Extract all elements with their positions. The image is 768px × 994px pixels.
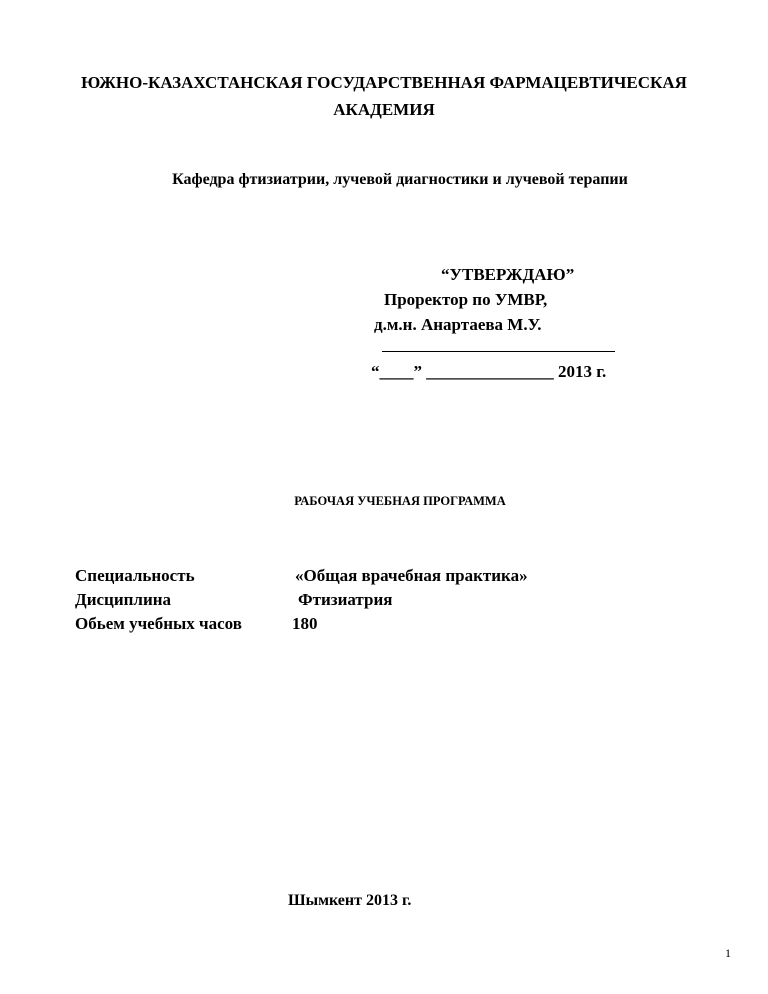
page-number: 1 xyxy=(725,946,731,960)
approver-name: д.м.н. Анартаева М.У. xyxy=(374,315,542,334)
city-year: Шымкент 2013 г. xyxy=(288,892,412,909)
discipline-value: Фтизиатрия xyxy=(298,590,393,609)
signature-line xyxy=(382,351,615,352)
hours-value: 180 xyxy=(292,614,318,633)
institution-name-line1: ЮЖНО-КАЗАХСТАНСКАЯ ГОСУДАРСТВЕННАЯ ФАРМАЦЕВТИЧЕСКАЯ xyxy=(81,73,687,92)
approval-title: “УТВЕРЖДАЮ” xyxy=(441,265,575,284)
department-name: Кафедра фтизиатрии, лучевой диагностики и лучевой терапии xyxy=(172,171,628,188)
program-title: РАБОЧАЯ УЧЕБНАЯ ПРОГРАММА xyxy=(294,494,506,508)
hours-label: Обьем учебных часов xyxy=(75,614,242,633)
approval-date-line: “____” _______________ 2013 г. xyxy=(371,362,607,381)
discipline-label: Дисциплина xyxy=(75,590,172,609)
specialty-label: Специальность xyxy=(75,566,195,585)
approver-role: Проректор по УМВР, xyxy=(384,290,548,309)
specialty-value: «Общая врачебная практика» xyxy=(295,566,528,585)
institution-name-line2: АКАДЕМИЯ xyxy=(333,100,435,119)
